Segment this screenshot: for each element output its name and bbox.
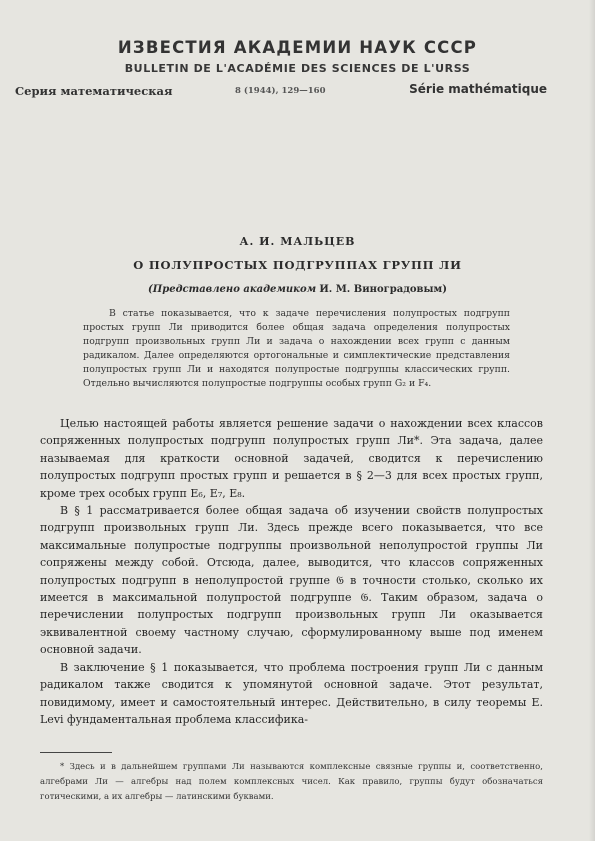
body-paragraph: В заключение § 1 показывается, что проблема построения групп Ли с данным радикалом также сводится к упомянутой основной задаче. Этот результат, повидимому, имеет и самостоятельный интерес. Действительно, в силу теоремы E. Levi фундаментальная проблема классифика-: [40, 660, 543, 726]
journal-title-ru: ИЗВЕСТИЯ АКАДЕМИИ НАУК СССР: [117, 38, 478, 57]
footnote-divider: [40, 752, 112, 753]
journal-title-fr: BULLETIN DE L'ACADÉMIE DES SCIENCES DE L'URSS: [124, 62, 471, 75]
body-paragraph: Целью настоящей работы является решение задачи о нахождении всех классов сопряженных полупростых подгрупп полупростых групп Ли*. Эта задача, далее называемая для краткости основной задачей, сводится к перечислению полупростых подгрупп простых групп и решается в § 2—3 для всех простых групп, кроме трех особых групп E₆, E₇, E₈.: [40, 417, 543, 500]
presented-prefix: (Представлено академиком: [148, 284, 317, 295]
abstract: В статье показывается, что к задаче перечисления полупростых подгрупп простых групп Ли приводится более общая задача определения полупростых подгрупп произвольных групп Ли и задача о нахождении всех групп с данным радикалом. Далее определяются ортогональные и симплектические представления полупростых групп Ли и находятся полупростые подгруппы классических групп. Отдельно вычисляются полупростые подгруппы особых групп G₂ и F₄.: [83, 308, 510, 390]
article-title: О ПОЛУПРОСТЫХ ПОДГРУППАХ ГРУПП ЛИ: [133, 258, 462, 272]
issue-info: 8 (1944), 129—160: [235, 86, 326, 96]
series-label-fr: Série mathématique: [409, 82, 547, 96]
page-edge-shadow: [589, 0, 595, 841]
body-paragraph: В § 1 рассматривается более общая задача об изучении свойств полупростых подгрупп произвольных групп Ли. Здесь прежде всего показывается, что все максимальные полупростые подгруппы произвольной неполупростой группы Ли сопряжены между собой. Отсюда, далее, выводится, что классов сопряженных полупростых подгрупп в неполупростой группе 𝔊 в точности столько, сколько их имеется в максимальной полупростой подгруппе 𝔊. Таким образом, задача о перечислении полупростых подгрупп произвольных групп Ли оказывается эквивалентной своему частному случаю, сформулированному выше под именем основной задачи.: [40, 504, 543, 657]
article-body: [40, 415, 543, 728]
series-label-ru: Серия математическая: [15, 84, 173, 98]
footnote: * Здесь и в дальнейшем группами Ли называются комплексные связные группы и, соответственно, алгебрами Ли — алгебры над полем комплексных чисел. Как правило, группы будут обозначаться готическими, а их алгебры — латинскими буквами.: [40, 762, 543, 802]
presented-by: [0, 284, 595, 295]
presented-name: И. М. Виноградовым): [319, 284, 447, 295]
article-author: А. И. МАЛЬЦЕВ: [239, 235, 356, 248]
